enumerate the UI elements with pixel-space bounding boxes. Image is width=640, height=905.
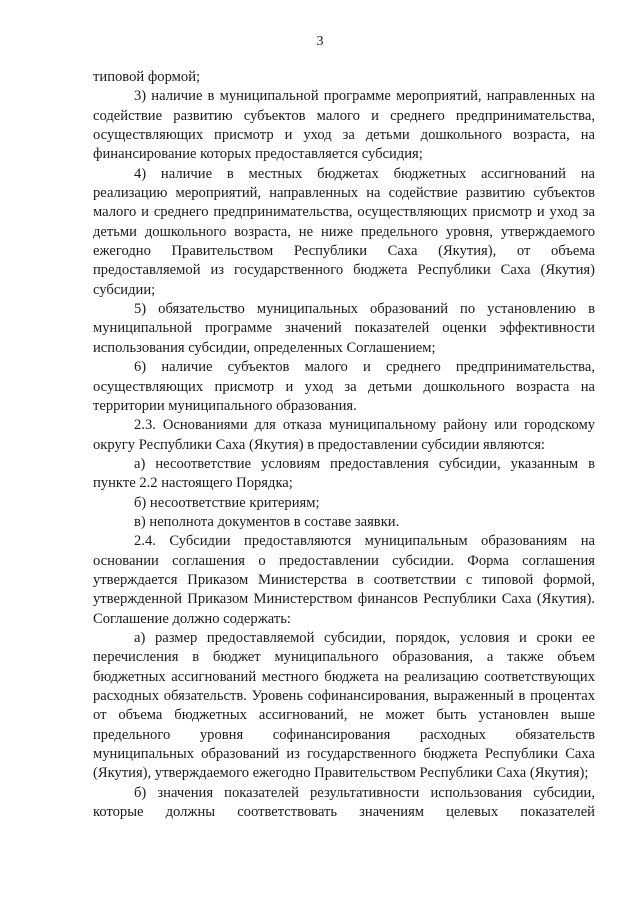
paragraph-item-4: 4) наличие в местных бюджетах бюджетных ассигнований на реализацию мероприятий, направленных на содействие развитию субъектов малого и среднего предпринимательства, осуществляющих присмотр и уход за детьми дошкольного возраста, не ниже предельного уровня, утверждаемого ежегодно Правительством Республики Саха (Якутия), от объема предоставляемой из государственного бюджета Республики Саха (Якутия) субсидии; — [93, 165, 595, 298]
paragraph-item-3: 3) наличие в муниципальной программе мероприятий, направленных на содействие развитию субъектов малого и среднего предпринимательства, осуществляющих присмотр и уход за детьми дошкольного возраста, на финансирование которых предоставляется субсидия; — [93, 88, 595, 163]
paragraph-typical-form: типовой формой; — [93, 69, 201, 85]
document-body — [93, 68, 595, 822]
paragraph-item-a-refusal: а) несоответствие условиям предоставления субсидии, указанным в пункте 2.2 настоящего Порядка; — [93, 455, 595, 492]
paragraph-section-2-4: 2.4. Субсидии предоставляются муниципальным образованиям на основании соглашения о предоставлении субсидии. Форма соглашения утверждается Приказом Министерства в соответствии с типовой формой, утвержденной Приказом Министерством финансов Республики Саха (Якутия). Соглашение должно содержать: — [93, 533, 595, 627]
paragraph-item-a-agreement: а) размер предоставляемой субсидии, порядок, условия и сроки ее перечисления в бюджет муниципального образования, а также объем бюджетных ассигнований местного бюджета на реализацию соответствующих расходных обязательств. Уровень софинансирования, выраженный в процентах от объема бюджетных ассигнований, не может быть установлен выше предельного уровня софинансирования расходных обязательств муниципальных образований из государственного бюджета Республики Саха (Якутия), утверждаемого ежегодно Правительством Республики Саха (Якутия); — [93, 629, 595, 782]
page-number: 3 — [316, 34, 324, 49]
paragraph-item-v-refusal: в) неполнота документов в составе заявки. — [134, 513, 400, 530]
paragraph-item-6: 6) наличие субъектов малого и среднего предпринимательства, осуществляющих присмотр и уход за детьми дошкольного возраста на территории муниципального образования. — [93, 359, 595, 414]
paragraph-item-b-refusal: б) несоответствие критериям; — [134, 494, 320, 511]
paragraph-item-5: 5) обязательство муниципальных образований по установлению в муниципальной программе значений показателей оценки эффективности использования субсидии, определенных Соглашением; — [93, 301, 595, 356]
paragraph-section-2-3: 2.3. Основаниями для отказа муниципальному району или городскому округу Республики Саха (Якутия) в предоставлении субсидии являются: — [93, 417, 595, 453]
paragraph-item-b-agreement: б) значения показателей результативности использования субсидии, которые должны соответствовать значениям целевых показателей — [93, 784, 595, 821]
